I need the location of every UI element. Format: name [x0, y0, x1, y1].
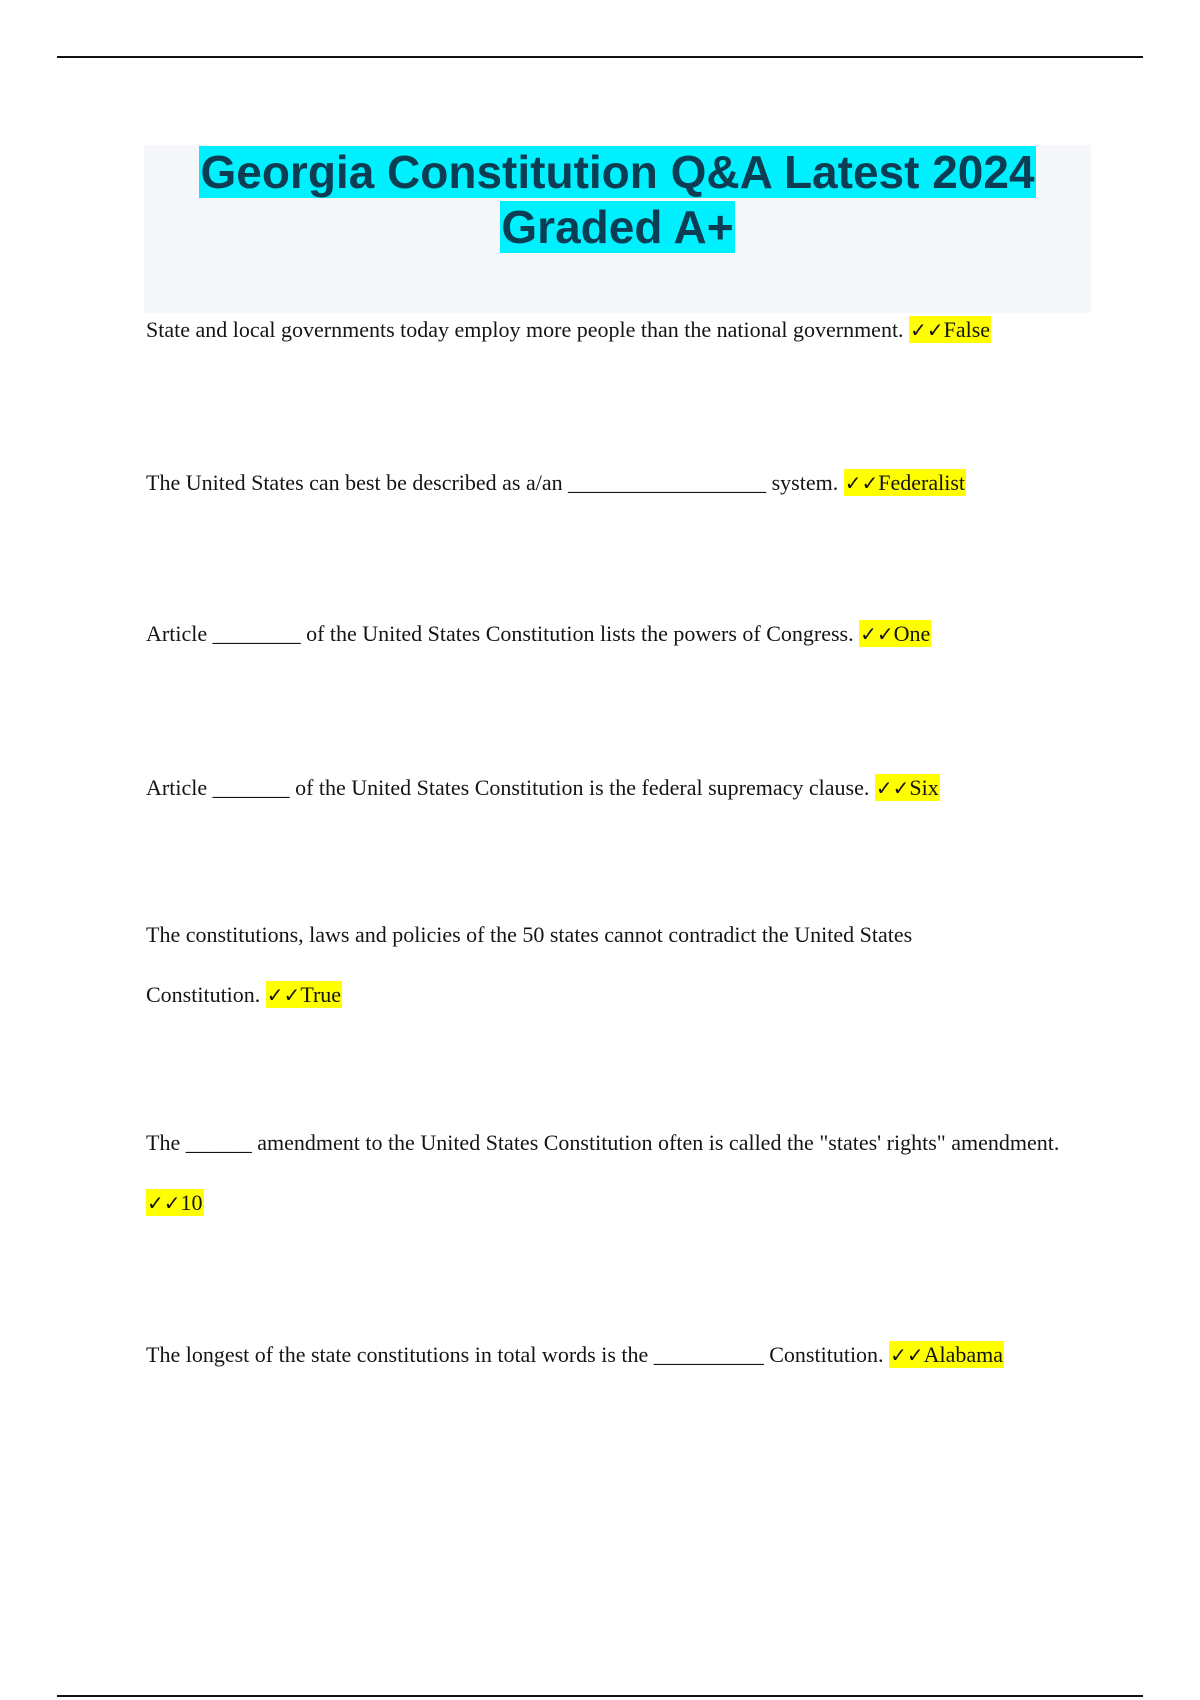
double-check-icon: ✓✓ — [890, 1343, 924, 1367]
answer-text: Alabama — [923, 1342, 1003, 1367]
double-check-icon: ✓✓ — [910, 318, 944, 342]
double-check-icon: ✓✓ — [266, 983, 301, 1007]
question-text: The United States can best be described as a/an __________________ system. — [146, 470, 839, 495]
qa-item-3 — [146, 604, 1146, 664]
qa-item-4 — [146, 758, 1146, 818]
answer-highlight — [146, 1189, 204, 1216]
title-line-2: Graded A+ — [501, 201, 734, 253]
answer-text: 10 — [180, 1190, 203, 1215]
top-rule — [57, 56, 1143, 58]
question-text: Article _______ of the United States Constitution is the federal supremacy clause. — [146, 775, 870, 800]
title-line-1: Georgia Constitution Q&A Latest 2024 — [200, 146, 1035, 198]
answer-highlight — [875, 774, 940, 801]
answer-highlight — [909, 316, 991, 343]
double-check-icon: ✓✓ — [147, 1191, 181, 1215]
answer-highlight — [889, 1341, 1004, 1368]
qa-item-7 — [146, 1325, 1196, 1385]
question-text: Article ________ of the United States Constitution lists the powers of Congress. — [146, 621, 854, 646]
question-text: The ______ amendment to the United States Constitution often is called the "states' rights" amendment. — [146, 1130, 1060, 1155]
answer-text: Six — [909, 775, 939, 800]
double-check-icon: ✓✓ — [844, 471, 879, 495]
qa-item-5 — [146, 905, 1026, 1025]
page-title — [144, 145, 1091, 255]
answer-text: False — [943, 317, 991, 342]
double-check-icon: ✓✓ — [875, 776, 910, 800]
qa-item-2 — [146, 453, 1146, 513]
question-text: The constitutions, laws and policies of the 50 states cannot contradict the United States Constitution. — [146, 922, 913, 1007]
qa-item-6 — [146, 1113, 1066, 1233]
question-text: State and local governments today employ more people than the national government. — [146, 317, 904, 342]
answer-highlight — [266, 981, 342, 1008]
answer-highlight — [844, 469, 966, 496]
bottom-rule — [57, 1695, 1143, 1697]
answer-text: True — [300, 982, 342, 1007]
answer-highlight — [859, 620, 931, 647]
qa-item-1 — [146, 300, 1146, 360]
question-text: The longest of the state constitutions in total words is the __________ Constitution. — [146, 1342, 884, 1367]
answer-text: One — [893, 621, 931, 646]
double-check-icon: ✓✓ — [860, 622, 894, 646]
answer-text: Federalist — [878, 470, 966, 495]
